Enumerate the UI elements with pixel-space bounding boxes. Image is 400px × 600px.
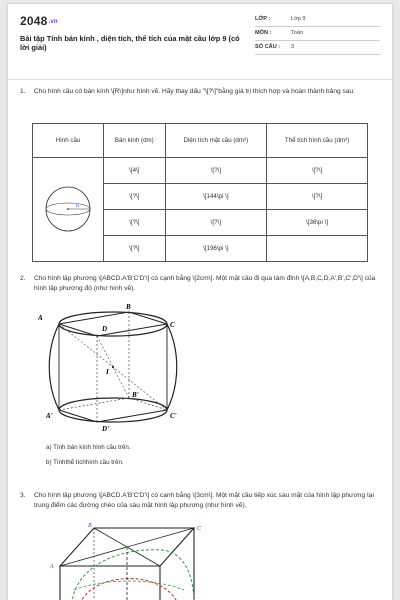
header-divider xyxy=(8,79,392,80)
table-cell: \[?\] xyxy=(165,210,266,236)
vertex-label: A xyxy=(38,314,43,322)
vertex-label: C xyxy=(170,321,175,329)
vertex-label: B' xyxy=(132,391,139,399)
table-cell: \[196\pi \] xyxy=(165,236,266,262)
table-row xyxy=(33,158,368,184)
table-cell: \[36\pi \] xyxy=(267,210,368,236)
vertex-label: D xyxy=(102,325,108,333)
vertex-label: B xyxy=(88,523,92,529)
meta-subject: MÔN : Toán xyxy=(255,28,380,41)
document-header xyxy=(20,14,380,72)
vertex-label: D' xyxy=(102,425,109,433)
table-cell: \[?\] xyxy=(267,158,368,184)
table-cell: \[144\pi \] xyxy=(165,184,266,210)
question-text: Cho hình lập phương \[ABCD.A'B'C'D'\] có cạnh bằng \[3cm\]. Một mặt cầu tiếp xúc sáu mặt của hình lập phương tại trung điểm các đường chéo của sáu mặt hình lập phương (như hình vẽ). xyxy=(34,492,374,509)
center-label: I xyxy=(106,368,109,376)
q2-part-b: b) Tínhthể tíchhình cầu trên. xyxy=(46,459,124,466)
table-header-cell: Bán kính (dm) xyxy=(104,124,166,158)
table-cell: \[?\] xyxy=(165,158,266,184)
vertex-label: A' xyxy=(46,412,53,420)
table-cell: \[?\] xyxy=(267,184,368,210)
table-header-cell: Diện tích mặt cầu (dm²) xyxy=(165,124,266,158)
table-cell xyxy=(267,236,368,262)
vertex-label: C xyxy=(197,526,202,532)
question-text: Cho hình lập phương \[ABCD.A'B'C'D'\] có cạnh bằng \[2cm\]. Một mặt cầu đi qua tám đỉnh \[A,B,C,D,A',B',C',D'\] của hình lập phương đó (như hình vẽ). xyxy=(34,275,376,292)
vertex-label: B xyxy=(126,303,131,311)
question-2 xyxy=(20,274,382,294)
sphere-figure xyxy=(38,184,98,234)
question-number: 3. xyxy=(20,492,26,499)
table-header-cell: Thể tích hình cầu (dm³) xyxy=(267,124,368,158)
sphere-figure-cell xyxy=(33,158,104,262)
meta-grade: LỚP : Lớp 9 xyxy=(255,14,380,27)
vertex-label: A xyxy=(50,564,54,570)
question-text: Cho hình cầu có bán kính \[R\]như hình vẽ. Hãy thay dấu "\[?\]"bằng giá trị thích hợp và hoàn thành bảng sau: xyxy=(34,88,355,95)
table-cell: \[?\] xyxy=(104,210,166,236)
q2-part-a: a) Tính bán kính hình cầu trên. xyxy=(46,444,131,451)
site-logo[interactable]: 2048.vn xyxy=(20,14,58,28)
document-title: Bài tập Tính bán kính , diện tích, thể tích của mặt cầu lớp 9 (có lời giải) xyxy=(20,34,240,52)
question-number: 2. xyxy=(20,275,26,282)
meta-question-count: SỐ CÂU : 3 xyxy=(255,42,380,55)
question-number: 1. xyxy=(20,88,26,95)
question-3 xyxy=(20,491,382,511)
table-cell: \[4\] xyxy=(104,158,166,184)
q1-table xyxy=(32,123,368,262)
table-header-row xyxy=(33,124,368,158)
radius-label: R xyxy=(76,203,80,209)
table-cell: \[?\] xyxy=(104,236,166,262)
table-cell: \[?\] xyxy=(104,184,166,210)
question-1 xyxy=(20,87,382,97)
table-header-cell: Hình cầu xyxy=(33,124,104,158)
sphere-in-cube-figure xyxy=(44,520,214,600)
vertex-label: C' xyxy=(170,412,177,420)
cube-in-sphere-figure xyxy=(38,300,188,434)
document-page xyxy=(8,4,392,600)
